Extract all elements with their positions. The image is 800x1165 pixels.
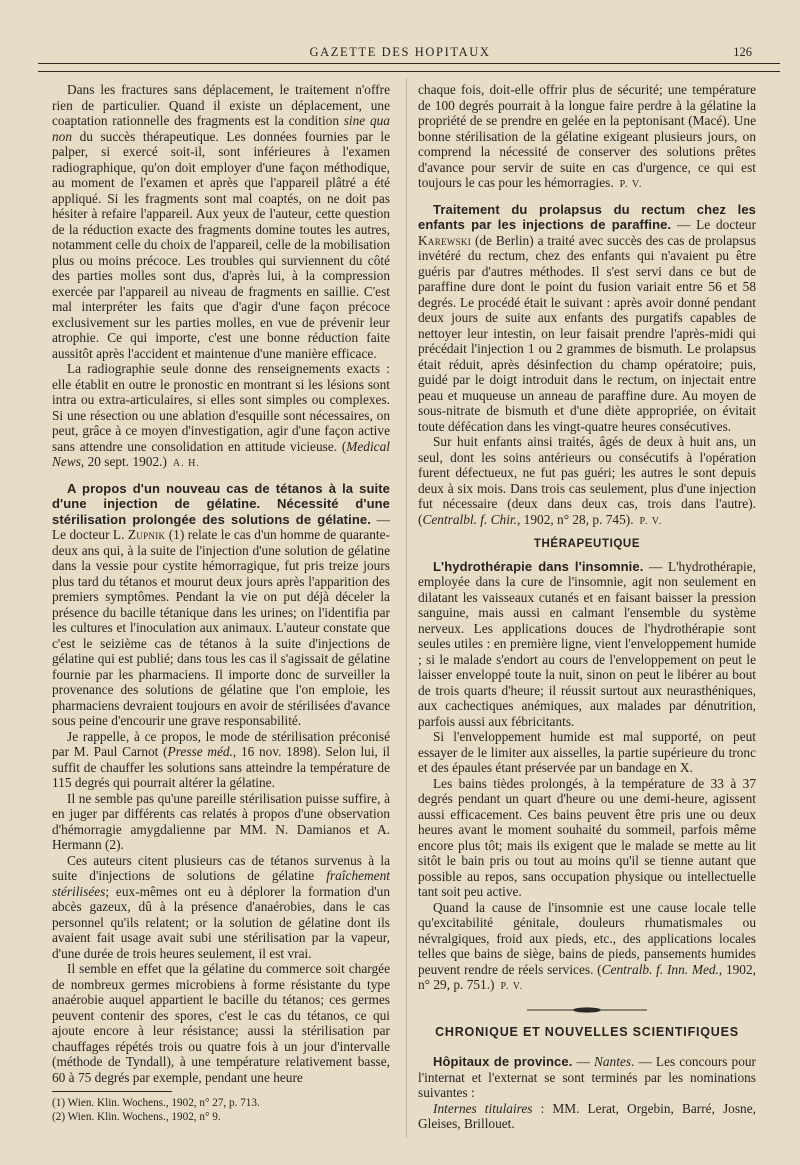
text: du succès thérapeutique. Les données fournies par le palper, si exercé soit-il, sont inférieures à l'examen radiographique, qu'on doit employer d'une façon méthodique, au moment de l'examen et après que l'appareil plâtré a été appliqué. Si les fragments sont mal coaptés, on ne doit pas hésiter à refaire l'appareil. Aux yeux de l'auteur, cette question de la réduction exacte des fragments domine toutes les autres, notamment celle du choix de l'appareil, celle de la mobilisation plus ou moins précoce. Les troubles qui surviennent du côté des parties molles sont dus, d'après lui, à la compression exercée par l'appareil au niveau de fragments en saillie. C'est mal interpréter les faits que d'agir d'une façon précoce exclusivement sur les parties molles, en vue de prévenir leur atrophie. Ce qui importe, c'est une bonne réduction faite aussitôt après l'accident et maintenue d'une manière efficace. xyxy=(52,128,390,361)
text: — Le docteur L. xyxy=(52,511,390,542)
paragraph-carnot xyxy=(52,729,390,791)
paragraph-cause-locale xyxy=(418,900,756,995)
text: La radiographie seule donne des renseignements exacts : elle établit en outre le pronostic en montrant si les lésions sont intra ou extra-articulaires, si elles sont simples ou complexes. Si une résection ou une ablation d'esquille sont nécessaires, on peut, grâce à ce moyen d'investigation, agir d'une façon active sans attendre une consolidation en attitude vicieuse. ( xyxy=(52,361,390,454)
text: Je rappelle, à ce propos, le mode de stérilisation préconisé par M. Paul Carnot ( xyxy=(52,728,390,759)
text: Ces auteurs citent plusieurs cas de tétanos survenus à la suite d'injections de solutions de gélatine xyxy=(52,852,390,883)
author-name: Zupnik xyxy=(127,527,166,542)
paragraph-radiographie xyxy=(52,361,390,472)
source-citation: Presse méd. xyxy=(167,744,233,759)
italic-label: Internes titulaires xyxy=(433,1100,533,1116)
text: ; eux-mêmes ont eu à déplorer la formation d'un abcès gazeux, dû à la présence d'anaérobies, dans le cas personnel qu'ils relatent; or la solution de gélatine dont ils avaient fait usage avait subi une stérilisation par la vapeur, d'une durée de trois heures seulement, il est vrai. xyxy=(52,883,390,961)
paragraph-auteurs xyxy=(52,853,390,962)
author-signature: P. V. xyxy=(500,981,524,992)
left-column xyxy=(52,82,390,1124)
column-separator xyxy=(406,78,407,1138)
page-number: 126 xyxy=(733,45,752,59)
italic-text: fraîchement stérilisées xyxy=(52,868,390,899)
right-column xyxy=(418,82,756,1132)
section-heading-therapeutique: THÉRAPEUTIQUE xyxy=(533,538,641,550)
paragraph-enveloppement: Si l'enveloppement humide est mal supporté, on peut essayer de le limiter aux aisselles, la partie supérieure du tronc et des épaules étant préservée par un bandage en X. xyxy=(418,729,756,775)
paragraph-internes xyxy=(418,1101,756,1132)
author-signature: A. H. xyxy=(172,458,200,469)
text: (1) relate le cas d'un homme de quarante-deux ans qui, à la suite de l'injection d'une solution de gélatine dans la vessie pour cystite hémorragique, fut pris treize jours plus tard du tétanos et mourut deux jours après l'apparition des premiers symptômes. Pendant la vie on put déjà déceler la présence du bacille tétanique dans les urines; on l'identifia par les cultures et l'inoculation aux animaux. L'auteur constate que c'est le seizième cas de tétanos à la suite d'injections de gélatine qui est publié; dans tous les cas il s'agissait de gélatine fournie par les pharmaciens. Il importe donc de surveiller la provenance des solutions de gélatine que l'on emploie, les pharmaciens devraient toujours en avoir de stérilisées d'avance sous peine d'encourir une grave responsabilité. xyxy=(52,527,390,728)
text: — xyxy=(572,1054,594,1069)
text: , 16 nov. 1898). Selon lui, il suffit de chauffer les solutions sans atteindre la température de 115 degrés qui pourrait altérer la gélatine. xyxy=(52,744,390,790)
text: (de Berlin) a traité avec succès des cas de prolapsus invétéré du rectum, chez des enfants qui n'avaient pu être guéris par d'autres méthodes. Il s'est servi dans ce but de paraffine dure dont le point du fusion variait entre 56 et 58 degrés. Le procédé était le suivant : après avoir donné pendant deux jours de suite aux enfants des purgatifs capables de nettoyer leur intestin, on leur faisait prendre l'après-midi qui précédait l'injection 1 ou 2 grammes de bismuth. Le prolapsus était réduit, après désinfection du champ opératoire; puis, guidé par le doigt introduit dans le rectum, on injectait entre peau et muqueuse un anneau de paraffine dure. Au moyen de sous-nitrate de bismuth et d'une diète appropriée, on évitait toute défécation dans les vingt-quatre heures consécutives. xyxy=(418,232,756,434)
italic-text: sine qua non xyxy=(52,113,390,144)
text: Dans les fractures sans déplacement, le traitement n'offre rien de particulier. Quand il existe un déplacement, une coaptation rationnelle des fragments est la condition xyxy=(52,82,390,128)
source-citation: Medical News xyxy=(52,438,390,469)
article-tetanos xyxy=(52,481,390,729)
footnote-rule xyxy=(52,1091,172,1092)
source-citation: Centralb. f. Inn. Med. xyxy=(601,961,719,977)
text: , 1902, n° 28, p. 745). xyxy=(517,511,634,527)
text: — L'hydrothérapie, employée dans la cure de l'insomnie, agit non seulement en dilatant les vaisseaux cutanés et en faisant baisser la pression sanguine, mais aussi en calmant l'ensemble du système nerveux. Les applications douces de l'hydrothérapie sont seules utiles : en première ligne, vient l'enveloppement humide ; si le malade s'endort au cours de l'enveloppement on peut le laisser enveloppé toute la nuit, sinon on peut le libérer au bout de trois quarts d'heure; il réussit surtout aux neurasthéniques, aux cachectiques anémiques, aux malades par dénutrition, parfois aussi aux fébricitants. xyxy=(418,558,756,729)
text: Quand la cause de l'insomnie est une cause locale telle qu'excitabilité génitale, douleurs rhumatismales ou névralgiques, froid aux pieds, etc., des applications locales telles que bains de siège, bains de pieds, pansements humides peuvent rendre de réels services. ( xyxy=(418,899,756,977)
text: — Le docteur xyxy=(671,217,757,232)
author-name: Karewski xyxy=(418,232,472,248)
source-citation: Centralbl. f. Chir. xyxy=(422,511,517,527)
text: Sur huit enfants ainsi traités, âgés de deux à huit ans, un seul, dont les soins antérieurs ou consécutifs à l'opération furent défectueux, ne fut pas guéri; les autres le sont depuis deux à six mois. Dans trois cas seulement, plus d'une injection fut nécessaire (deux dans deux cas, trois dans l'autre). ( xyxy=(418,434,756,527)
article-title: Traitement du prolapsus du rectum chez les enfants par les injections de paraffine. xyxy=(418,201,756,232)
city-name: Nantes xyxy=(593,1054,632,1069)
paragraph-germes: Il semble en effet que la gélatine du commerce soit chargée de nombreux germes microbiens à forme résistante du type anaérobie auquel appartient le bacille du tétanos; ces germes peuvent contenir des spores, c'est le cas du tétanos, ce qui ajoute encore à leur résistance; aussi la stérilisation par chauffages répétés trois ou quatre fois à un jour d'intervalle (méthode de Tyndall), à une température relativement basse, 60 à 75 degrés par exemple, pendant une heure xyxy=(52,961,390,1085)
text: . — Les concours pour l'internat et l'externat se sont terminés par les nominations suivantes : xyxy=(418,1054,757,1100)
footnote-2: (2) Wien. Klin. Wochens., 1902, n° 9. xyxy=(52,1111,221,1123)
article-hydrotherapie xyxy=(418,559,756,730)
header-rule-bottom xyxy=(38,71,780,72)
paragraph-hopitaux xyxy=(418,1054,756,1101)
paragraph-sterilisation: Il ne semble pas qu'une pareille stérilisation puisse suffire, à en juger par différents cas relatés à propos d'une observation d'hémorragie amygdalienne par MM. N. Damianos et A. Hermann (2). xyxy=(52,790,390,852)
journal-title: GAZETTE DES HOPITAUX xyxy=(309,45,491,59)
author-signature: P. V. xyxy=(619,179,643,190)
author-signature: P. V. xyxy=(639,515,663,527)
paragraph-bains: Les bains tièdes prolongés, à la température de 33 à 37 degrés pendant un quart d'heure ou une demi-heure, agissent aussi efficacement. Ces bains peuvent être pris une ou deux heures avant le moment souhaité du sommeil, parfois même encore plus tôt; mais ils exigent que le malade se mette au lit sitôt le bain pris ou tout au moins qu'il se tienne autant que possible au repos, sans occupation physique ou intellectuelle tant soit peu active. xyxy=(418,775,756,899)
section-heading-chronique: CHRONIQUE ET NOUVELLES SCIENTIFIQUES xyxy=(435,1024,739,1039)
article-prolapsus xyxy=(418,202,756,435)
text: : MM. Lerat, Orgebin, Barré, Josne, Gleises, Brillouet. xyxy=(418,1100,756,1131)
article-title: Hôpitaux de province. xyxy=(433,1054,573,1069)
paragraph-enfants xyxy=(418,434,756,529)
text: , 20 sept. 1902.) xyxy=(80,454,167,469)
ornament-divider xyxy=(527,1007,647,1013)
text: , 1902, n° 29, p. 751.) xyxy=(418,961,756,992)
article-title: A propos d'un nouveau cas de tétanos à la suite d'une injection de gélatine. Nécessité d'une stérilisation prolongée des solutions de gélatine. xyxy=(52,480,390,527)
text: chaque fois, doit-elle offrir plus de sécurité; une température de 100 degrés pourrait à la longue faire perdre à la gélatine la propriété de se prendre en gelée en la peptonisant (Macé). Une bonne stérilisation de la gélatine exigeant plusieurs jours, on comprend la nécessité de conserver des solutions prêtes d'avance pour servir de suite en cas d'urgence, ce qui est toujours le cas pour les hémorragies. xyxy=(418,82,756,190)
article-title: L'hydrothérapie dans l'insomnie. xyxy=(433,558,644,574)
header-rule-top xyxy=(38,63,780,64)
footnote-1: (1) Wien. Klin. Wochens., 1902, n° 27, p. 713. xyxy=(52,1097,260,1109)
paragraph-continuation xyxy=(418,82,756,193)
paragraph-fractures xyxy=(52,82,390,361)
